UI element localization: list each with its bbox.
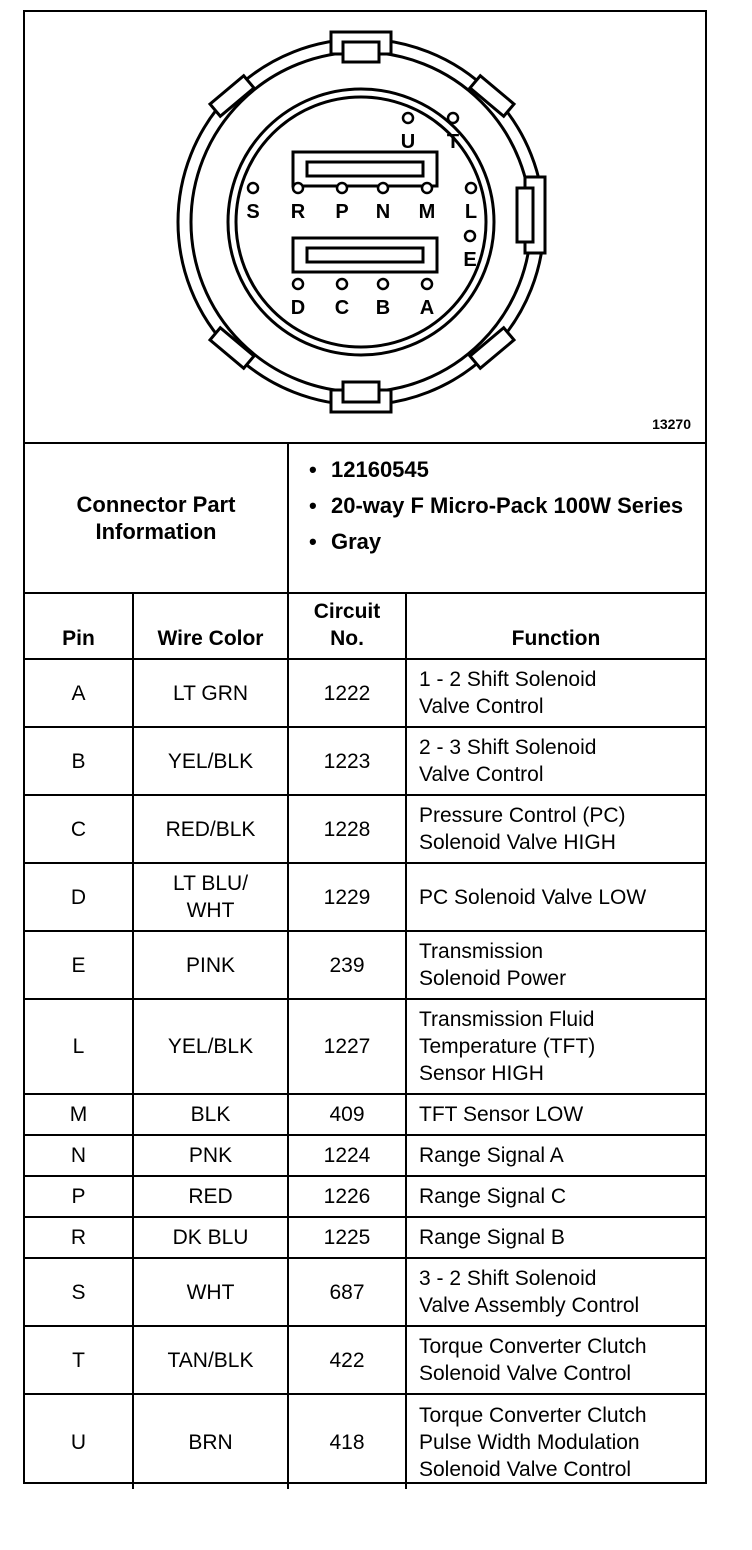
wire-color-cell: BRN xyxy=(133,1394,288,1489)
connector-diagram xyxy=(25,12,705,442)
function-cell: Transmission Solenoid Power xyxy=(406,931,705,999)
function-cell: PC Solenoid Valve LOW xyxy=(406,863,705,931)
table-row xyxy=(25,1176,705,1217)
table-row xyxy=(25,863,705,931)
connector-type: • 20-way F Micro-Pack 100W Series xyxy=(289,492,699,519)
table-row xyxy=(25,1326,705,1394)
connector-face-drawing xyxy=(25,12,705,442)
pin-label: E xyxy=(463,249,477,271)
pin-cell: S xyxy=(25,1258,133,1326)
pin-label: N xyxy=(375,201,391,223)
circuit-cell: 1222 xyxy=(288,659,406,727)
circuit-cell: 1228 xyxy=(288,795,406,863)
pin-cell: B xyxy=(25,727,133,795)
pin-cell: R xyxy=(25,1217,133,1258)
table-row xyxy=(25,1258,705,1326)
circuit-cell: 1229 xyxy=(288,863,406,931)
wire-color-cell: LT BLU/ WHT xyxy=(133,863,288,931)
function-header: Function xyxy=(406,592,705,659)
circuit-header: Circuit No. xyxy=(288,592,406,659)
function-cell: 3 - 2 Shift Solenoid Valve Assembly Control xyxy=(406,1258,705,1326)
pin-cell: D xyxy=(25,863,133,931)
connector-info-label: Connector Part Information xyxy=(25,444,289,592)
wire-color-cell: YEL/BLK xyxy=(133,727,288,795)
table-row xyxy=(25,1394,705,1489)
table-row xyxy=(25,999,705,1094)
wire-color-cell: RED xyxy=(133,1176,288,1217)
circuit-cell: 1225 xyxy=(288,1217,406,1258)
pin-label: P xyxy=(335,201,349,223)
pin-label: U xyxy=(400,131,416,153)
pin-cell: A xyxy=(25,659,133,727)
table-row xyxy=(25,1217,705,1258)
circuit-cell: 422 xyxy=(288,1326,406,1394)
circuit-cell: 1227 xyxy=(288,999,406,1094)
figure-number: 13270 xyxy=(652,416,691,432)
wire-color-cell: LT GRN xyxy=(133,659,288,727)
circuit-cell: 1224 xyxy=(288,1135,406,1176)
pin-cell: U xyxy=(25,1394,133,1489)
wire-color-cell: BLK xyxy=(133,1094,288,1135)
circuit-cell: 1223 xyxy=(288,727,406,795)
circuit-cell: 1226 xyxy=(288,1176,406,1217)
pin-cell: P xyxy=(25,1176,133,1217)
wire-color-cell: DK BLU xyxy=(133,1217,288,1258)
pin-label: T xyxy=(446,131,460,153)
pin-label: C xyxy=(334,297,350,319)
function-cell: Range Signal C xyxy=(406,1176,705,1217)
connector-color: • Gray xyxy=(289,528,699,555)
table-row xyxy=(25,1135,705,1176)
circuit-cell: 239 xyxy=(288,931,406,999)
function-cell: Torque Converter Clutch Pulse Width Modulation Solenoid Valve Control xyxy=(406,1394,705,1489)
wire-color-cell: YEL/BLK xyxy=(133,999,288,1094)
wire-color-cell: PINK xyxy=(133,931,288,999)
wire-color-cell: RED/BLK xyxy=(133,795,288,863)
table-row xyxy=(25,727,705,795)
pin-cell: L xyxy=(25,999,133,1094)
pin-label: S xyxy=(246,201,260,223)
pin-cell: N xyxy=(25,1135,133,1176)
function-cell: 1 - 2 Shift Solenoid Valve Control xyxy=(406,659,705,727)
pin-label: M xyxy=(418,201,436,223)
function-cell: TFT Sensor LOW xyxy=(406,1094,705,1135)
pinout-table xyxy=(25,592,705,1489)
pin-label: D xyxy=(290,297,306,319)
function-cell: Transmission Fluid Temperature (TFT) Sensor HIGH xyxy=(406,999,705,1094)
pin-cell: T xyxy=(25,1326,133,1394)
circuit-cell: 409 xyxy=(288,1094,406,1135)
connector-info-section xyxy=(25,442,705,594)
function-cell: Range Signal B xyxy=(406,1217,705,1258)
circuit-cell: 687 xyxy=(288,1258,406,1326)
connector-info-list xyxy=(289,456,699,564)
wire-color-cell: WHT xyxy=(133,1258,288,1326)
wire-color-cell: PNK xyxy=(133,1135,288,1176)
wire-color-header: Wire Color xyxy=(133,592,288,659)
table-row xyxy=(25,1094,705,1135)
pin-header: Pin xyxy=(25,592,133,659)
function-cell: Pressure Control (PC) Solenoid Valve HIGH xyxy=(406,795,705,863)
pin-label: B xyxy=(375,297,391,319)
document-frame xyxy=(23,10,707,1484)
pin-label: R xyxy=(290,201,306,223)
circuit-cell: 418 xyxy=(288,1394,406,1489)
pin-cell: M xyxy=(25,1094,133,1135)
pin-cell: C xyxy=(25,795,133,863)
wire-color-cell: TAN/BLK xyxy=(133,1326,288,1394)
function-cell: Torque Converter Clutch Solenoid Valve Control xyxy=(406,1326,705,1394)
pin-cell: E xyxy=(25,931,133,999)
part-number: • 12160545 xyxy=(289,456,699,483)
function-cell: Range Signal A xyxy=(406,1135,705,1176)
pin-label: A xyxy=(419,297,435,319)
pin-label: L xyxy=(464,201,478,223)
table-row xyxy=(25,795,705,863)
function-cell: 2 - 3 Shift Solenoid Valve Control xyxy=(406,727,705,795)
table-row xyxy=(25,659,705,727)
table-row xyxy=(25,931,705,999)
